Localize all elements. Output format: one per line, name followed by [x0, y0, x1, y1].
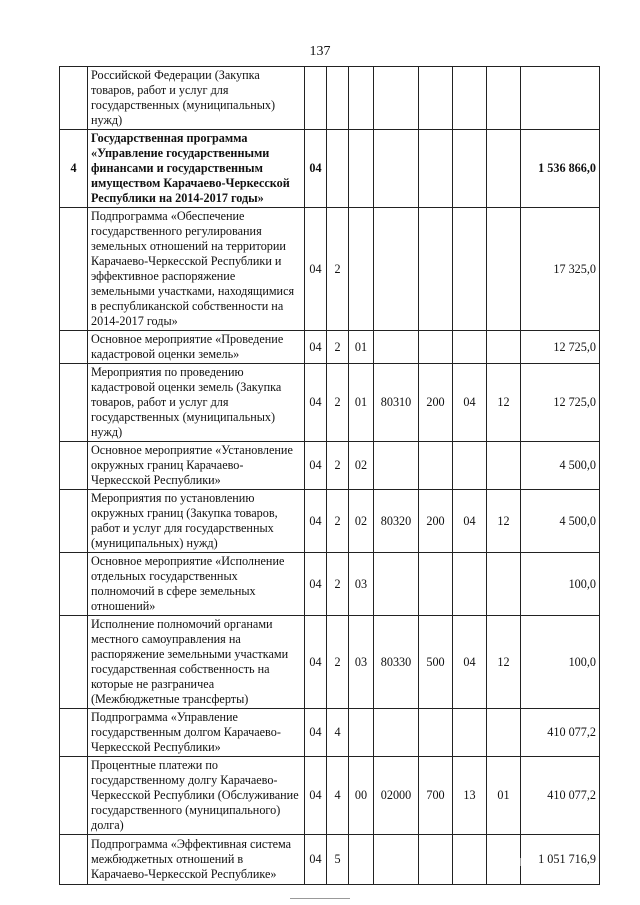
scan-artifact-right: [520, 858, 521, 866]
code-subdivision: [487, 553, 521, 616]
row-number: [60, 331, 88, 364]
scan-artifact-bottom: [290, 898, 350, 899]
row-amount: 17 325,0: [521, 208, 600, 331]
code-division: 04: [453, 364, 487, 442]
code-activity: [349, 709, 374, 757]
row-number: 4: [60, 130, 88, 208]
code-activity: [349, 835, 374, 885]
code-section: 04: [305, 553, 327, 616]
code-subdivision: [487, 709, 521, 757]
row-number: [60, 364, 88, 442]
code-activity: [349, 130, 374, 208]
row-name: Мероприятия по проведению кадастровой оценки земель (Закупка товаров, работ и услуг для государственных (муниципальных) нужд): [88, 364, 305, 442]
row-name: Подпрограмма «Управление государственным долгом Карачаево-Черкесской Республики»: [88, 709, 305, 757]
code-expense-type: 500: [419, 616, 453, 709]
code-division: 13: [453, 757, 487, 835]
code-section: 04: [305, 757, 327, 835]
code-expense-type: 200: [419, 490, 453, 553]
code-direction: 80320: [374, 490, 419, 553]
code-expense-type: 700: [419, 757, 453, 835]
budget-table: [59, 66, 600, 885]
code-expense-type: [419, 835, 453, 885]
code-expense-type: [419, 442, 453, 490]
code-subprogram: 4: [327, 757, 349, 835]
code-activity: 01: [349, 364, 374, 442]
code-subdivision: [487, 331, 521, 364]
code-division: [453, 835, 487, 885]
code-subdivision: [487, 835, 521, 885]
page-number: 137: [309, 44, 331, 59]
code-section: 04: [305, 208, 327, 331]
code-direction: [374, 331, 419, 364]
code-expense-type: [419, 553, 453, 616]
code-division: [453, 130, 487, 208]
code-subdivision: 12: [487, 364, 521, 442]
table-row: [60, 835, 600, 885]
code-section: [305, 67, 327, 130]
row-number: [60, 616, 88, 709]
table-row: [60, 67, 600, 130]
code-activity: 02: [349, 490, 374, 553]
code-subprogram: 2: [327, 553, 349, 616]
code-direction: [374, 208, 419, 331]
code-direction: [374, 442, 419, 490]
code-section: 04: [305, 490, 327, 553]
table-row: [60, 364, 600, 442]
code-direction: [374, 709, 419, 757]
table-row: [60, 709, 600, 757]
row-name: Подпрограмма «Обеспечение государственного регулирования земельных отношений на территории Карачаево-Черкесской Республики и эффективное распоряжение земельными участками, находящимися в республиканской собственности на 2014-2017 годы»: [88, 208, 305, 331]
code-activity: [349, 208, 374, 331]
code-division: [453, 709, 487, 757]
code-subprogram: 2: [327, 616, 349, 709]
code-activity: [349, 67, 374, 130]
code-direction: 80310: [374, 364, 419, 442]
code-section: 04: [305, 709, 327, 757]
row-name: Исполнение полномочий органами местного самоуправления на распоряжение земельными участками государственная собственность на которые не разграничеа (Межбюджетные трансферты): [88, 616, 305, 709]
code-activity: 03: [349, 553, 374, 616]
table-row: [60, 130, 600, 208]
code-division: [453, 331, 487, 364]
row-amount: 4 500,0: [521, 442, 600, 490]
code-subprogram: 5: [327, 835, 349, 885]
row-number: [60, 208, 88, 331]
code-subprogram: 4: [327, 709, 349, 757]
table-row: [60, 442, 600, 490]
row-number: [60, 442, 88, 490]
row-name: Основное мероприятие «Исполнение отдельных государственных полномочий в сфере земельных отношений»: [88, 553, 305, 616]
code-direction: [374, 553, 419, 616]
code-division: 04: [453, 616, 487, 709]
code-subprogram: [327, 130, 349, 208]
table-row: [60, 757, 600, 835]
code-section: 04: [305, 130, 327, 208]
code-expense-type: 200: [419, 364, 453, 442]
row-name: Мероприятия по установлению окружных границ (Закупка товаров, работ и услуг для государственных (муниципальных) нужд): [88, 490, 305, 553]
code-division: [453, 442, 487, 490]
row-name: Подпрограмма «Эффективная система межбюджетных отношений в Карачаево-Черкесской Республике»: [88, 835, 305, 885]
code-subprogram: 2: [327, 364, 349, 442]
row-amount: 410 077,2: [521, 709, 600, 757]
code-activity: 01: [349, 331, 374, 364]
code-expense-type: [419, 130, 453, 208]
row-amount: 4 500,0: [521, 490, 600, 553]
code-activity: 02: [349, 442, 374, 490]
row-number: [60, 835, 88, 885]
code-section: 04: [305, 442, 327, 490]
code-subprogram: 2: [327, 442, 349, 490]
row-name: Основное мероприятие «Установление окружных границ Карачаево-Черкесской Республики»: [88, 442, 305, 490]
row-amount: 410 077,2: [521, 757, 600, 835]
code-direction: [374, 67, 419, 130]
row-amount: 12 725,0: [521, 364, 600, 442]
row-number: [60, 490, 88, 553]
row-name: Основное мероприятие «Проведение кадастровой оценки земель»: [88, 331, 305, 364]
row-amount: 1 051 716,9: [521, 835, 600, 885]
code-subprogram: 2: [327, 490, 349, 553]
code-subdivision: 12: [487, 490, 521, 553]
code-direction: 80330: [374, 616, 419, 709]
table-row: [60, 331, 600, 364]
row-amount: 12 725,0: [521, 331, 600, 364]
row-amount: 100,0: [521, 616, 600, 709]
code-subdivision: [487, 130, 521, 208]
row-amount: [521, 67, 600, 130]
code-division: [453, 553, 487, 616]
row-name: Процентные платежи по государственному долгу Карачаево-Черкесской Республики (Обслуживание государственного (муниципального) долга): [88, 757, 305, 835]
code-direction: 02000: [374, 757, 419, 835]
code-subdivision: [487, 67, 521, 130]
row-number: [60, 553, 88, 616]
code-subdivision: 01: [487, 757, 521, 835]
row-number: [60, 757, 88, 835]
code-subprogram: 2: [327, 208, 349, 331]
row-number: [60, 709, 88, 757]
table-row: [60, 616, 600, 709]
code-expense-type: [419, 208, 453, 331]
code-expense-type: [419, 331, 453, 364]
code-expense-type: [419, 67, 453, 130]
row-name: Российской Федерации (Закупка товаров, работ и услуг для государственных (муниципальных) нужд): [88, 67, 305, 130]
code-division: [453, 208, 487, 331]
row-name: Государственная программа «Управление государственными финансами и государственным имуществом Карачаево-Черкесской Республики на 2014-2017 годы»: [88, 130, 305, 208]
code-direction: [374, 835, 419, 885]
code-subdivision: [487, 442, 521, 490]
code-subprogram: [327, 67, 349, 130]
row-amount: 1 536 866,0: [521, 130, 600, 208]
table-row: [60, 553, 600, 616]
row-amount: 100,0: [521, 553, 600, 616]
code-direction: [374, 130, 419, 208]
code-section: 04: [305, 331, 327, 364]
code-section: 04: [305, 616, 327, 709]
code-division: 04: [453, 490, 487, 553]
table-row: [60, 490, 600, 553]
code-subprogram: 2: [327, 331, 349, 364]
table-row: [60, 208, 600, 331]
row-number: [60, 67, 88, 130]
code-subdivision: [487, 208, 521, 331]
code-subdivision: 12: [487, 616, 521, 709]
code-activity: 03: [349, 616, 374, 709]
code-expense-type: [419, 709, 453, 757]
code-activity: 00: [349, 757, 374, 835]
code-section: 04: [305, 835, 327, 885]
code-division: [453, 67, 487, 130]
code-section: 04: [305, 364, 327, 442]
